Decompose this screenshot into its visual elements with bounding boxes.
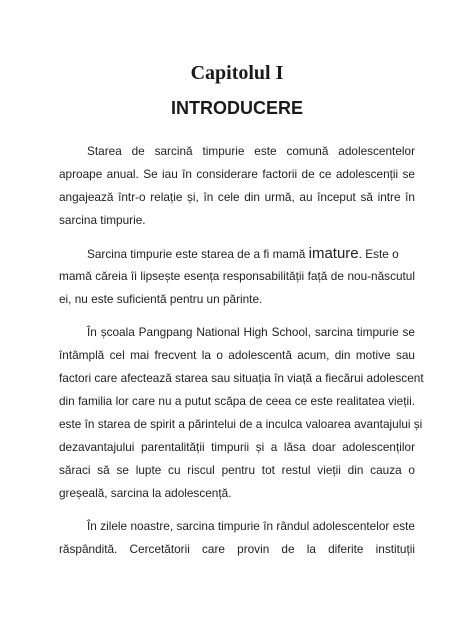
text-line: factori care afectează starea sau situația în viață a fiecărui adolescent <box>59 371 424 385</box>
text-span: . Este o <box>358 247 399 261</box>
text-span: Sarcina timpurie este starea de a fi mamă <box>87 247 306 261</box>
paragraph-3 <box>59 321 424 505</box>
text-line <box>59 242 415 265</box>
paragraph-1 <box>59 140 415 232</box>
text-line: răspândită. Cercetătorii care provin de la diferite instituții <box>59 542 415 556</box>
text-line: aproape anual. Se iau în considerare factorii de ce adolescenții se <box>59 167 415 181</box>
text-line: ei, nu este suficientă pentru un părinte. <box>59 292 263 306</box>
text-line: Starea de sarcină timpurie este comună adolescentelor <box>87 144 415 158</box>
text-line: sarcina timpurie. <box>59 213 146 227</box>
text-line: întâmplă cel mai frecvent la o adolescentă acum, din motive sau <box>59 348 415 362</box>
emphasized-word: imature <box>308 245 359 262</box>
text-line: În zilele noastre, sarcina timpurie în rândul adolescentelor este <box>87 519 415 533</box>
paragraph-2 <box>59 242 415 311</box>
text-line: angajează într-o relație și, în cele din urmă, au început să intre în <box>59 190 415 204</box>
chapter-title: Capitolul I <box>190 62 284 84</box>
section-title: INTRODUCERE <box>170 98 303 118</box>
text-line: greșeală, sarcina la adolescență. <box>59 486 232 500</box>
document-body <box>59 140 424 561</box>
text-line: dezavantajului parentalității timpurii și a lăsa doar adolescenților <box>59 440 415 454</box>
text-line: mamă căreia îi lipsește esența responsabilității față de nou-născutul <box>59 269 415 283</box>
text-segment <box>87 242 399 265</box>
text-line: din familia lor care nu a putut scăpa de ceea ce este realitatea vieții. <box>59 394 415 408</box>
paragraph-4 <box>59 515 415 561</box>
text-line: În școala Pangpang National High School, sarcina timpurie se <box>87 325 415 339</box>
text-line: săraci să se lupte cu riscul pentru tot restul vieții din cauza o <box>59 463 415 477</box>
text-line: este în starea de spirit a părintelui de a inculca valoarea avantajului și <box>59 417 423 431</box>
